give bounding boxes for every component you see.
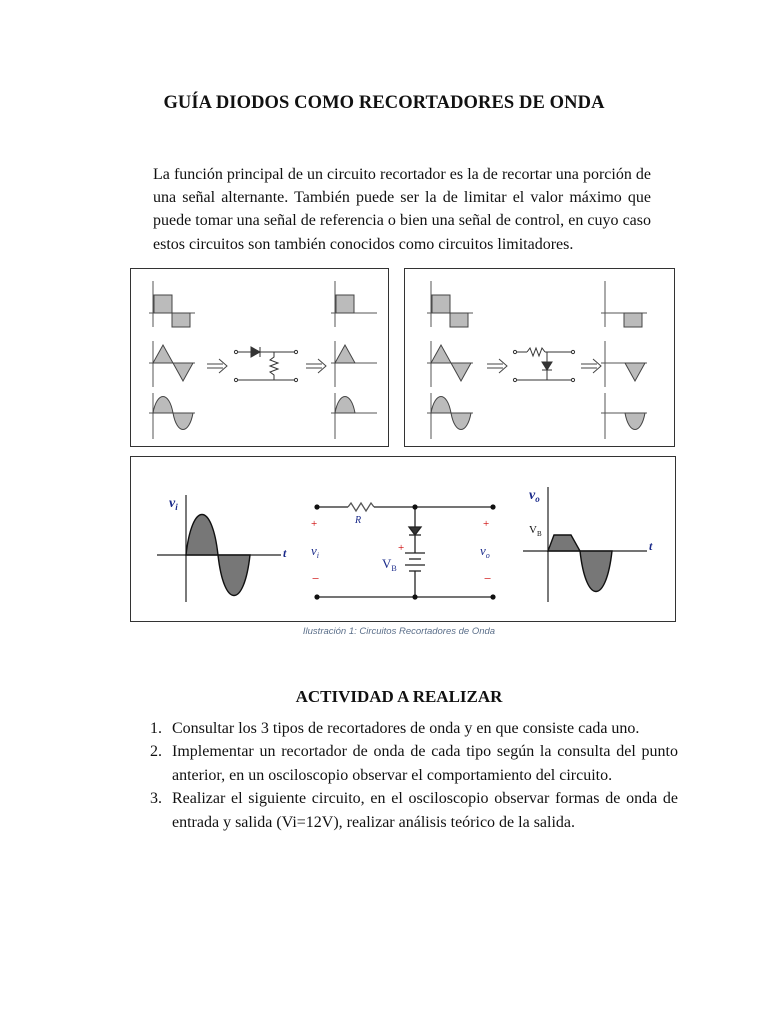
input-sine-wave [427, 393, 473, 439]
figure-parallel-clipper [404, 268, 675, 447]
vo-axis-label: $v_o$ [529, 488, 540, 504]
clipper-circuit [317, 503, 493, 597]
output-triangle-wave [331, 341, 377, 387]
list-item-number: 1. [150, 720, 162, 737]
list-item [150, 717, 678, 740]
circuit-nodes [314, 504, 495, 599]
list-item-text: Realizar el siguiente circuito, en el osciloscopio observar formas de onda de entrada y salida (Vi=12V), realizar análisis teórico de la salida. [172, 790, 678, 831]
list-item-text: Consultar los 3 tipos de recortadores de onda y en que consiste cada uno. [172, 720, 640, 737]
output-square-wave [601, 281, 647, 327]
task-list [150, 717, 678, 834]
output-plus-sign: + [483, 518, 490, 530]
series-clipper-diagram [131, 269, 388, 446]
vb-level-label: $V_B$ [529, 524, 542, 538]
t-axis-label: t [283, 546, 287, 560]
battery-plus-sign: + [398, 542, 405, 554]
figure-series-clipper [130, 268, 389, 447]
output-minus-sign: − [484, 571, 492, 586]
activity-title: ACTIVIDAD A REALIZAR [295, 687, 503, 706]
resistor-label: R [355, 515, 362, 526]
output-square-wave [331, 281, 377, 327]
figure-biased-clipper [130, 456, 676, 622]
page-title: GUÍA DIODOS COMO RECORTADORES DE ONDA [163, 93, 605, 113]
parallel-clipper-diagram [405, 269, 674, 446]
list-item-number: 2. [150, 743, 162, 761]
figure-caption: Ilustración 1: Circuitos Recortadores de Onda [302, 626, 496, 637]
input-waveform [157, 495, 287, 602]
arrow-icon [207, 359, 326, 373]
input-sine-wave [149, 393, 195, 439]
shunt-diode-circuit [513, 348, 574, 382]
input-triangle-wave [149, 341, 195, 387]
input-plus-sign: + [311, 518, 318, 530]
input-minus-sign: − [312, 571, 320, 586]
series-diode-circuit [234, 347, 297, 382]
biased-clipper-diagram [131, 457, 675, 621]
intro-paragraph: La función principal de un circuito recortador es la de recortar una porción de una señal alternante. También puede ser la de limitar el valor máximo que puede tomar una señal de referencia o bien una señal de control, en cuyo caso estos circuitos son también conocidos como circuitos limitadores. [153, 166, 651, 253]
output-sine-wave [601, 393, 647, 439]
output-sine-wave [331, 393, 377, 439]
vi-axis-label: $v_i$ [169, 496, 178, 512]
input-square-wave [149, 281, 195, 327]
input-triangle-wave [427, 341, 473, 387]
list-item-text: Implementar un recortador de onda de cada tipo según la consulta del punto anterior, en un osciloscopio observar el comportamiento del circuito. [172, 743, 678, 784]
t-axis-label: t [649, 539, 653, 553]
list-item [150, 787, 678, 834]
output-waveform [523, 487, 653, 602]
list-item [150, 740, 678, 787]
vo-circuit-label: $v_o$ [480, 543, 490, 560]
vi-circuit-label: $v_i$ [311, 543, 320, 560]
list-item-number: 3. [150, 790, 162, 808]
input-square-wave [427, 281, 473, 327]
vb-battery-label: $V_B$ [382, 556, 397, 573]
output-triangle-wave [601, 341, 647, 387]
